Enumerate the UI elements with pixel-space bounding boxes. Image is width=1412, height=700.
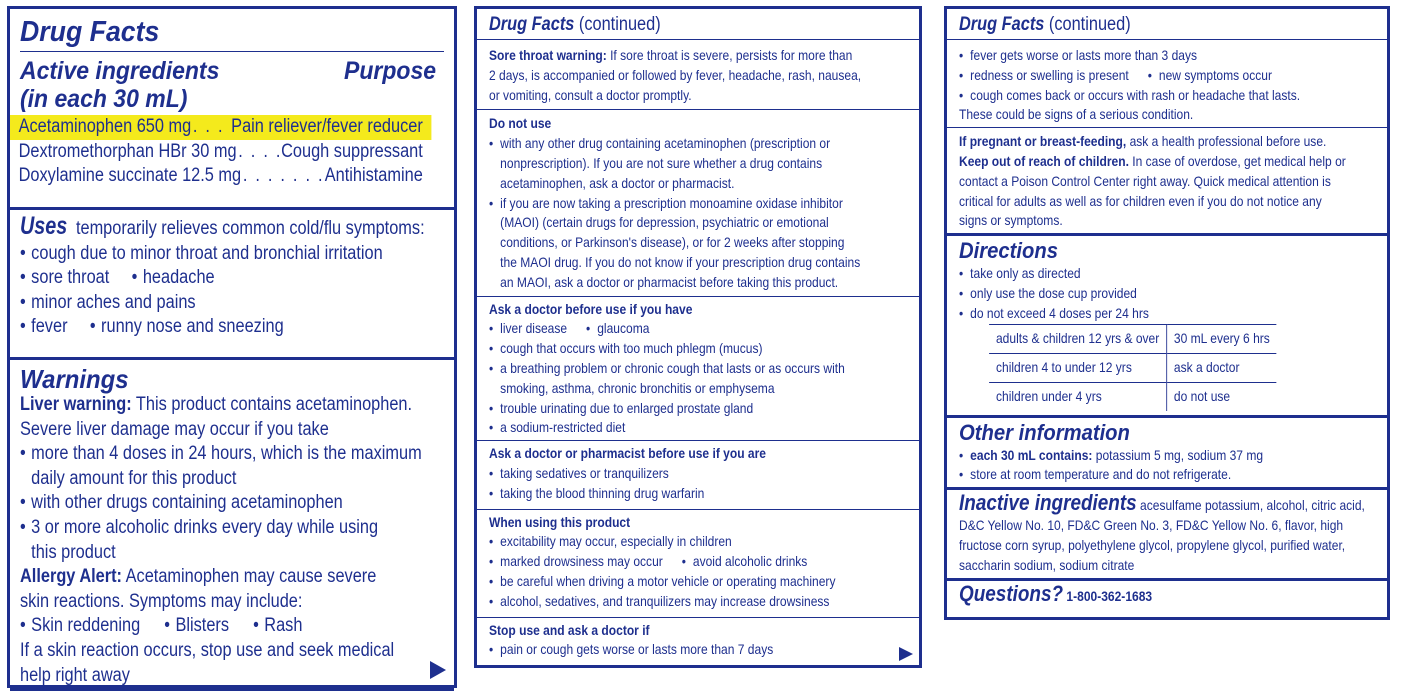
continue-arrow-icon xyxy=(430,661,446,679)
list-item: • taking sedatives or tranquilizers xyxy=(489,464,902,484)
do-not-use-heading: Do not use xyxy=(489,115,552,132)
drug-facts-panel-3 xyxy=(944,6,1390,620)
inactive-ingredients-heading: Inactive ingredients xyxy=(959,490,1137,516)
active-heading-line1: Active ingredients xyxy=(20,57,220,85)
list-item: • cough comes back or occurs with rash or headache that lasts. xyxy=(959,86,1372,106)
list-item: • excitability may occur, especially in children xyxy=(489,532,902,552)
ingredient-purpose: Cough suppressant xyxy=(281,140,423,162)
list-item: • store at room temperature and do not refrigerate. xyxy=(959,465,1372,485)
continued-label: (continued) xyxy=(1044,14,1131,35)
inactive-text: acesulfame potassium, alcohol, citric acid, xyxy=(1136,497,1365,514)
ingredient-row-acetaminophen xyxy=(10,115,431,140)
list-item xyxy=(20,442,441,491)
keep-out-label: Keep out of reach of children. xyxy=(959,152,1129,169)
list-item-line: this product xyxy=(31,541,116,563)
purpose-heading: Purpose xyxy=(343,57,436,85)
list-item: • only use the dose cup provided xyxy=(959,284,1372,304)
list-item: • Skin reddening xyxy=(20,614,140,639)
ask-pharmacist-heading: Ask a doctor or pharmacist before use if you are xyxy=(489,445,767,462)
list-item-line: • more than 4 doses in 24 hours, which is the maximum xyxy=(31,443,422,465)
list-item: • do not exceed 4 doses per 24 hrs xyxy=(959,304,1372,324)
liver-warning-label: Liver warning: xyxy=(20,394,132,415)
list-item: • avoid alcoholic drinks xyxy=(682,552,808,572)
list-item: • alcohol, sedatives, and tranquilizers may increase drowsiness xyxy=(489,592,902,612)
liver-warning-text2: Severe liver damage may occur if you take xyxy=(20,418,329,440)
list-item: • headache xyxy=(132,266,215,291)
allergy-end-text: If a skin reaction occurs, stop use and seek medical xyxy=(20,639,395,661)
table-row xyxy=(989,382,1277,411)
age-cell: children 4 to under 12 yrs xyxy=(989,353,1166,382)
keep-out-text: contact a Poison Control Center right away. Quick medical attention is xyxy=(959,172,1331,189)
drug-facts-panel-1 xyxy=(7,6,457,688)
sore-throat-section xyxy=(477,40,919,110)
inactive-ingredients-section xyxy=(947,490,1387,581)
list-item-line: daily amount for this product xyxy=(31,467,237,489)
age-cell: children under 4 yrs xyxy=(989,382,1166,411)
list-item: • take only as directed xyxy=(959,264,1372,284)
questions-heading: Questions? xyxy=(959,581,1064,607)
list-item xyxy=(959,446,1372,466)
uses-intro: temporarily relieves common cold/flu symptoms: xyxy=(71,218,425,239)
questions-phone: 1-800-362-1683 xyxy=(1063,588,1153,605)
list-item: • new symptoms occur xyxy=(1148,66,1272,86)
do-not-use-section xyxy=(477,110,919,296)
keep-out-text: In case of overdose, get medical help or xyxy=(1128,152,1346,169)
active-heading-line2: (in each 30 mL) xyxy=(20,85,188,113)
list-item-line: nonprescription). If you are not sure whether a drug contains xyxy=(500,154,823,171)
list-item: • with other drugs containing acetaminophen xyxy=(20,491,441,516)
ingredient-name: Dextromethorphan HBr 30 mg xyxy=(18,140,237,162)
title-section xyxy=(10,9,454,210)
uses-section xyxy=(10,210,454,360)
allergy-alert-text2: skin reactions. Symptoms may include: xyxy=(20,590,303,612)
age-cell: adults & children 12 yrs & over xyxy=(989,324,1166,353)
inactive-text: fructose corn syrup, polyethylene glycol, propylene glycol, purified water, xyxy=(959,536,1346,553)
keep-out-text: signs or symptoms. xyxy=(959,212,1063,229)
list-item-line: conditions, or Parkinson's disease), or for 2 weeks after stopping xyxy=(500,234,845,251)
list-item: • fever xyxy=(20,315,68,340)
list-item xyxy=(489,134,902,193)
table-row xyxy=(989,324,1277,353)
ingredient-name: Acetaminophen 650 mg xyxy=(18,116,192,137)
list-item xyxy=(489,194,902,293)
stop-use-heading: Stop use and ask a doctor if xyxy=(489,621,650,638)
table-row xyxy=(989,353,1277,382)
inactive-text: saccharin sodium, sodium citrate xyxy=(959,556,1135,573)
list-item: • minor aches and pains xyxy=(20,291,441,316)
list-item xyxy=(20,516,441,565)
pregnancy-section xyxy=(947,128,1387,236)
list-item: • runny nose and sneezing xyxy=(90,315,284,340)
list-item-line: • if you are now taking a prescription monoamine oxidase inhibitor xyxy=(500,194,843,211)
continued-label: (continued) xyxy=(574,14,661,35)
continued-title xyxy=(947,9,1387,40)
keep-out-text: critical for adults as well as for children even if you do not notice any xyxy=(959,192,1322,209)
ingredient-row-dextromethorphan xyxy=(10,140,431,165)
dose-table xyxy=(989,324,1277,411)
other-info-text: potassium 5 mg, sodium 37 mg xyxy=(1092,446,1264,463)
stop-use-continued-section xyxy=(947,40,1387,128)
directions-section xyxy=(947,236,1387,417)
inactive-text: D&C Yellow No. 10, FD&C Green No. 3, FD&C Yellow No. 6, flavor, high xyxy=(959,516,1344,533)
list-item: • glaucoma xyxy=(586,319,649,339)
other-information-heading: Other information xyxy=(959,419,1130,445)
stop-use-section xyxy=(477,618,919,661)
sore-throat-label: Sore throat warning: xyxy=(489,47,607,63)
other-information-section xyxy=(947,418,1387,491)
when-using-section xyxy=(477,510,919,618)
list-item-line: the MAOI drug. If you do not know if your prescription drug contains xyxy=(500,253,861,270)
dose-cell: ask a doctor xyxy=(1167,353,1277,382)
continue-arrow-icon xyxy=(899,647,913,661)
directions-heading: Directions xyxy=(959,238,1058,264)
list-item: • marked drowsiness may occur xyxy=(489,552,663,572)
allergy-end-text2: help right away xyxy=(20,664,130,686)
list-item: • cough due to minor throat and bronchial irritation xyxy=(20,242,441,267)
list-item-line: • with any other drug containing acetaminophen (prescription or xyxy=(500,135,831,152)
list-item-line: • 3 or more alcoholic drinks every day while using xyxy=(31,516,379,538)
continued-title xyxy=(477,9,919,40)
drug-facts-panel-2 xyxy=(474,6,922,668)
other-info-label: each 30 mL contains: xyxy=(970,446,1093,463)
list-item: • Blisters xyxy=(164,614,229,639)
allergy-alert-text: Acetaminophen may cause severe xyxy=(122,566,377,588)
sore-throat-text: If sore throat is severe, persists for more than xyxy=(606,47,853,63)
list-item: • trouble urinating due to enlarged prostate gland xyxy=(489,399,902,419)
dose-cell: 30 mL every 6 hrs xyxy=(1167,324,1277,353)
list-item-line: acetaminophen, ask a doctor or pharmacist. xyxy=(500,174,735,191)
list-item: • pain or cough gets worse or lasts more than 7 days xyxy=(489,640,902,660)
list-item-line: (MAOI) (certain drugs for depression, psychiatric or emotional xyxy=(500,214,829,231)
list-item: • cough that occurs with too much phlegm (mucus) xyxy=(489,339,902,359)
sore-throat-text: or vomiting, consult a doctor promptly. xyxy=(489,86,692,103)
pregnant-text: ask a health professional before use. xyxy=(1126,133,1327,150)
when-using-heading: When using this product xyxy=(489,513,631,530)
drug-facts-title: Drug Facts xyxy=(20,13,444,52)
warnings-section xyxy=(10,360,454,691)
allergy-alert-label: Allergy Alert: xyxy=(20,566,123,588)
warnings-heading: Warnings xyxy=(20,364,129,394)
list-item: • liver disease xyxy=(489,319,567,339)
ingredient-name: Doxylamine succinate 12.5 mg xyxy=(18,165,242,187)
ingredient-row-doxylamine xyxy=(10,164,431,189)
list-item: • redness or swelling is present xyxy=(959,66,1129,86)
list-item: • taking the blood thinning drug warfarin xyxy=(489,484,902,504)
list-item: • sore throat xyxy=(20,266,109,291)
list-item-line: • a breathing problem or chronic cough that lasts or as occurs with xyxy=(500,359,845,376)
list-item: • be careful when driving a motor vehicle or operating machinery xyxy=(489,572,902,592)
list-item-line: smoking, asthma, chronic bronchitis or emphysema xyxy=(500,379,775,396)
pregnant-label: If pregnant or breast-feeding, xyxy=(959,133,1127,150)
drug-facts-title: Drug Facts xyxy=(489,14,575,35)
liver-warning-text: This product contains acetaminophen. xyxy=(131,394,413,415)
list-item xyxy=(489,359,902,399)
uses-heading: Uses xyxy=(20,212,68,240)
questions-section xyxy=(947,581,1387,607)
ask-doctor-heading: Ask a doctor before use if you have xyxy=(489,300,693,317)
ingredient-purpose: Antihistamine xyxy=(324,165,423,187)
sore-throat-text: 2 days, is accompanied or followed by fever, headache, rash, nausea, xyxy=(489,66,862,83)
list-item: • fever gets worse or lasts more than 3 days xyxy=(959,46,1372,66)
ask-pharmacist-section xyxy=(477,441,919,509)
list-item: • Rash xyxy=(253,614,302,639)
ingredients-list xyxy=(10,115,431,189)
active-ingredients-heading xyxy=(20,57,444,113)
list-item: • a sodium-restricted diet xyxy=(489,418,902,438)
serious-condition-note: These could be signs of a serious condition. xyxy=(959,106,1194,123)
list-item-line: an MAOI, ask a doctor or pharmacist before taking this product. xyxy=(500,273,839,290)
ingredient-purpose: Pain reliever/fever reducer xyxy=(231,116,423,137)
drug-facts-title: Drug Facts xyxy=(959,14,1045,35)
ask-doctor-section xyxy=(477,297,919,442)
dose-cell: do not use xyxy=(1167,382,1277,411)
